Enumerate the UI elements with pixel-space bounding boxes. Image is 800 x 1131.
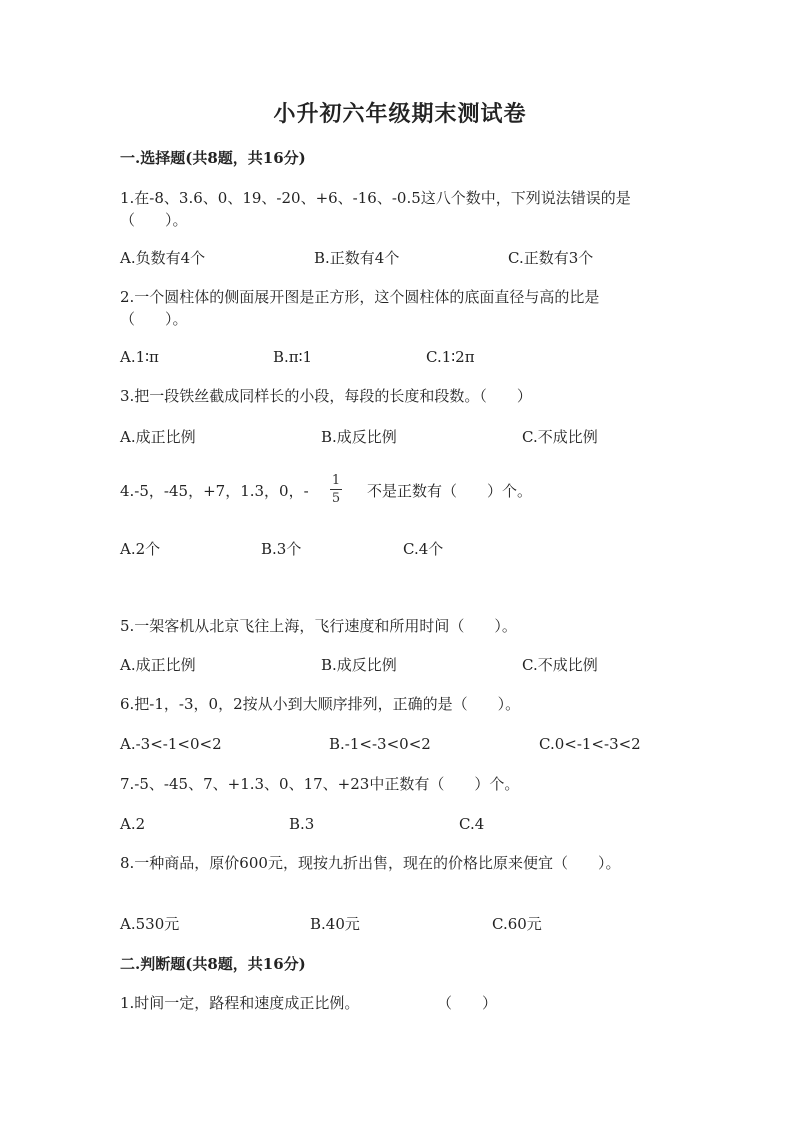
section-1-heading: 一.选择题(共8题，共16分): [120, 149, 306, 167]
question-4-text-after: 不是正数有（ ）个。: [367, 482, 533, 500]
question-4-option-c: C.4个: [403, 540, 444, 558]
question-6-text: 6.把-1，-3，0，2按从小到大顺序排列，正确的是（ ）。: [120, 695, 521, 713]
page-title: 小升初六年级期末测试卷: [273, 101, 527, 127]
question-1-option-a: A.负数有4个: [120, 249, 206, 267]
question-3-option-a: A.成正比例: [120, 428, 196, 446]
question-7-option-c: C.4: [459, 815, 485, 833]
question-2-option-a: A.1∶π: [120, 348, 159, 366]
question-1-option-b: B.正数有4个: [314, 249, 400, 267]
question-7-text: 7.-5、-45、7、+1.3、0、17、+23中正数有（ ）个。: [120, 775, 520, 793]
question-8-text: 8.一种商品，原价600元，现按九折出售，现在的价格比原来便宜（ ）。: [120, 854, 621, 872]
question-8-option-a: A.530元: [120, 915, 180, 933]
question-2-blank: （ ）。: [120, 310, 188, 328]
section-2-heading: 二.判断题(共8题，共16分): [120, 955, 306, 973]
question-4-option-a: A.2个: [120, 540, 161, 558]
question-3-text: 3.把一段铁丝截成同样长的小段，每段的长度和段数。（ ）: [120, 387, 532, 405]
fraction-one-fifth: [330, 474, 342, 506]
question-5-text: 5.一架客机从北京飞往上海，飞行速度和所用时间（ ）。: [120, 617, 517, 635]
question-7-option-b: B.3: [289, 815, 315, 833]
question-5-option-c: C.不成比例: [522, 656, 598, 674]
question-6-option-a: A.-3<-1<0<2: [120, 735, 222, 753]
question-4-option-b: B.3个: [261, 540, 302, 558]
question-3-option-c: C.不成比例: [522, 428, 598, 446]
question-8-option-b: B.40元: [310, 915, 360, 933]
question-6-option-b: B.-1<-3<0<2: [329, 735, 431, 753]
question-5-option-b: B.成反比例: [321, 656, 397, 674]
question-4-text-before: 4.-5，-45，+7，1.3，0，-: [120, 482, 309, 500]
question-1-option-c: C.正数有3个: [508, 249, 594, 267]
question-3-option-b: B.成反比例: [321, 428, 397, 446]
judge-question-1-text: 1.时间一定，路程和速度成正比例。: [120, 994, 360, 1012]
question-1-blank: （ ）。: [120, 211, 188, 229]
question-2-text: 2.一个圆柱体的侧面展开图是正方形，这个圆柱体的底面直径与高的比是: [120, 288, 600, 306]
question-2-option-c: C.1∶2π: [426, 348, 475, 366]
fraction-denominator: 5: [331, 491, 341, 506]
question-1-text: 1.在-8、3.6、0、19、-20、+6、-16、-0.5这八个数中，下列说法错误的是: [120, 189, 631, 207]
question-2-option-b: B.π∶1: [273, 348, 313, 366]
question-5-option-a: A.成正比例: [120, 656, 196, 674]
fraction-bar: [330, 489, 342, 490]
question-7-option-a: A.2: [120, 815, 146, 833]
judge-question-1-blank: （ ）: [437, 994, 498, 1012]
fraction-numerator: 1: [331, 473, 341, 488]
question-8-option-c: C.60元: [492, 915, 542, 933]
question-6-option-c: C.0<-1<-3<2: [539, 735, 641, 753]
